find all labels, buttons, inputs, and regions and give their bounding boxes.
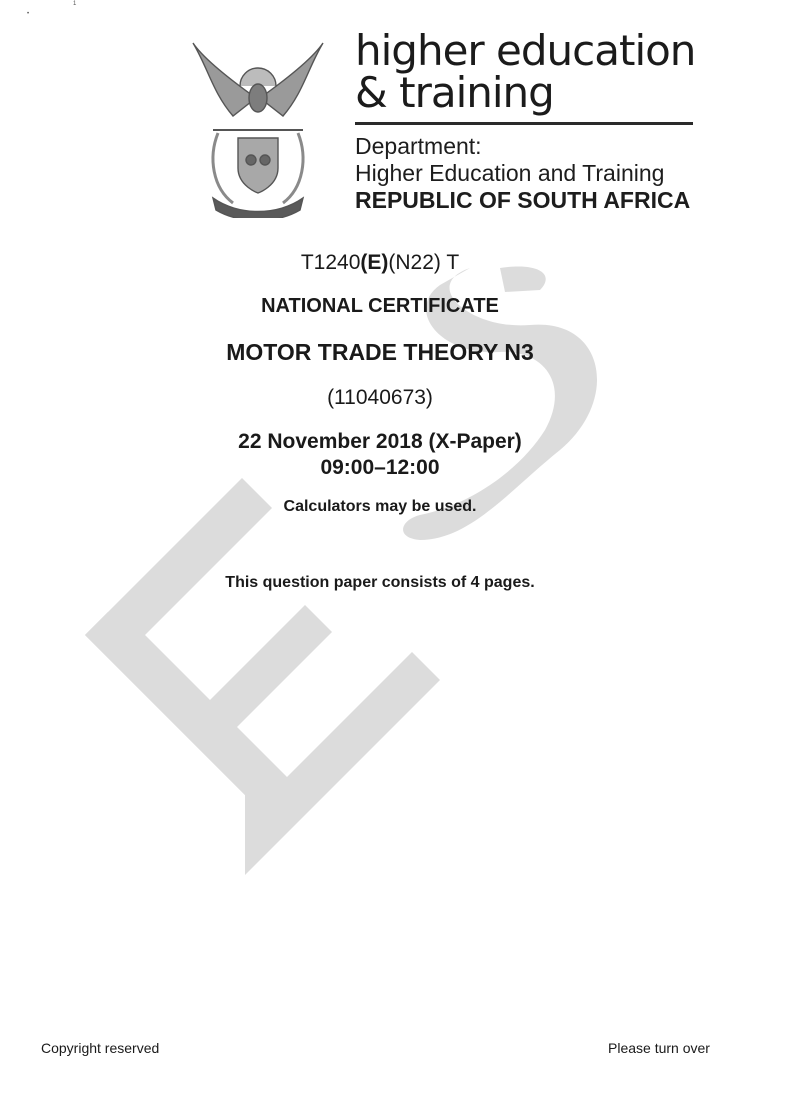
coat-of-arms-emblem — [188, 38, 328, 218]
brand-line-1: higher education — [355, 26, 696, 75]
footer-turn-over: Please turn over — [608, 1040, 710, 1056]
department-name: Higher Education and Training — [355, 160, 665, 186]
country-name: REPUBLIC OF SOUTH AFRICA — [355, 187, 691, 213]
paper-code-suffix: (N22) T — [388, 251, 460, 274]
pages-note: This question paper consists of 4 pages. — [225, 574, 535, 591]
footer-copyright: Copyright reserved — [41, 1040, 160, 1056]
brand-divider — [355, 122, 693, 125]
paper-code-language: (E) — [360, 251, 389, 274]
subject-code: (11040673) — [327, 386, 433, 409]
department-label: Department: — [355, 133, 482, 159]
department-block — [355, 133, 690, 214]
paper-code-prefix: T1240 — [300, 251, 361, 274]
exam-time: 09:00–12:00 — [320, 456, 440, 479]
exam-date: 22 November 2018 (X-Paper) — [238, 430, 522, 453]
page-mark-number: 1 — [73, 1, 77, 7]
brand-line-2: & training — [355, 68, 554, 117]
calculators-note: Calculators may be used. — [283, 498, 477, 515]
subject-title: MOTOR TRADE THEORY N3 — [226, 339, 534, 365]
brand-wordmark — [355, 26, 696, 117]
paper-code — [0, 251, 760, 275]
certificate-title: NATIONAL CERTIFICATE — [261, 295, 499, 317]
page-mark-dot: • — [27, 11, 30, 17]
